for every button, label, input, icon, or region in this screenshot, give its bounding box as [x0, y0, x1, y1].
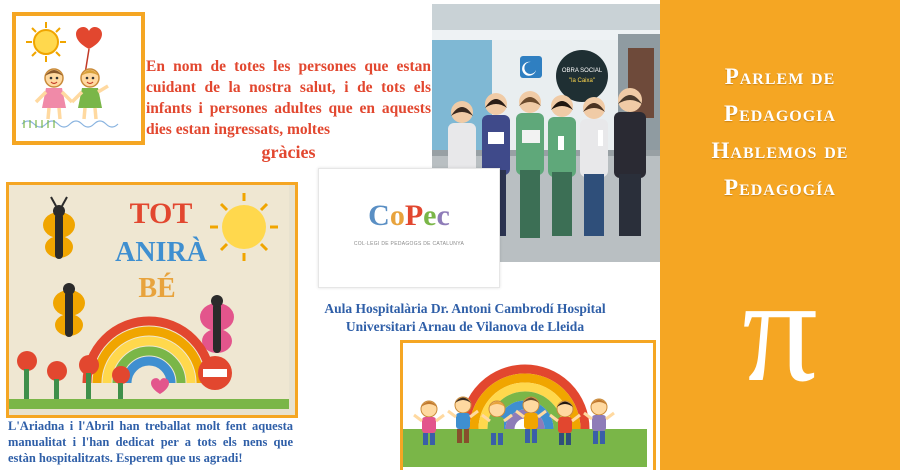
- svg-text:ANIRÀ: ANIRÀ: [115, 237, 207, 268]
- rainbow-kids-illustration: [403, 343, 647, 467]
- rainbow-photo-frame: [400, 340, 656, 470]
- panel-title-line-4: Pedagogía: [724, 175, 836, 200]
- panel-title-line-2: Pedagogia: [724, 101, 836, 126]
- svg-text:TOT: TOT: [129, 197, 193, 230]
- logo-letter-c2: c: [436, 199, 450, 232]
- panel-title: [660, 58, 900, 206]
- craft-caption: L'Ariadna i l'Abril han treballat molt fent aquesta manualitat i l'han dedicat per a tots els nens que estàn hospitalitzats. Esperem que us agradi!: [8, 419, 293, 465]
- svg-text:"la Caixa": "la Caixa": [569, 78, 595, 84]
- copec-logo-box: [318, 168, 500, 288]
- copec-logo-mark: [319, 199, 499, 233]
- kids-drawing-frame: [12, 12, 145, 145]
- pi-symbol: π: [742, 247, 818, 413]
- logo-letter-o: o: [389, 199, 405, 232]
- craft-photo-frame: [6, 182, 298, 418]
- logo-letter-e: e: [423, 199, 437, 232]
- lead-thanks-word: gràcies: [261, 142, 316, 162]
- hospital-caption: Aula Hospitalària Dr. Antoni Cambrodí Hospital Universitari Arnau de Vilanova de Lleida: [324, 301, 606, 334]
- svg-text:BÉ: BÉ: [138, 273, 176, 304]
- logo-letter-p: P: [404, 199, 424, 232]
- panel-title-line-1: Parlem de: [724, 64, 836, 89]
- lead-paragraph-text: En nom de totes les persones que estan cuidant de la nostra salut, i de tots els infants i persones adultes que en aquests dies estan ingressats, moltes: [146, 58, 431, 138]
- right-orange-panel: [660, 0, 900, 470]
- copec-logo-subtitle: COL·LEGI DE PEDAGOGS DE CATALUNYA: [353, 241, 465, 247]
- lead-paragraph: [146, 56, 431, 163]
- logo-letter-c1: C: [368, 199, 390, 232]
- craft-photo-illustration: [9, 185, 289, 409]
- kids-drawing-icon: [16, 16, 133, 133]
- kids-drawing-canvas: [16, 16, 141, 141]
- svg-text:OBRA SOCIAL: OBRA SOCIAL: [561, 68, 603, 74]
- panel-title-line-3: Hablemos de: [711, 138, 849, 163]
